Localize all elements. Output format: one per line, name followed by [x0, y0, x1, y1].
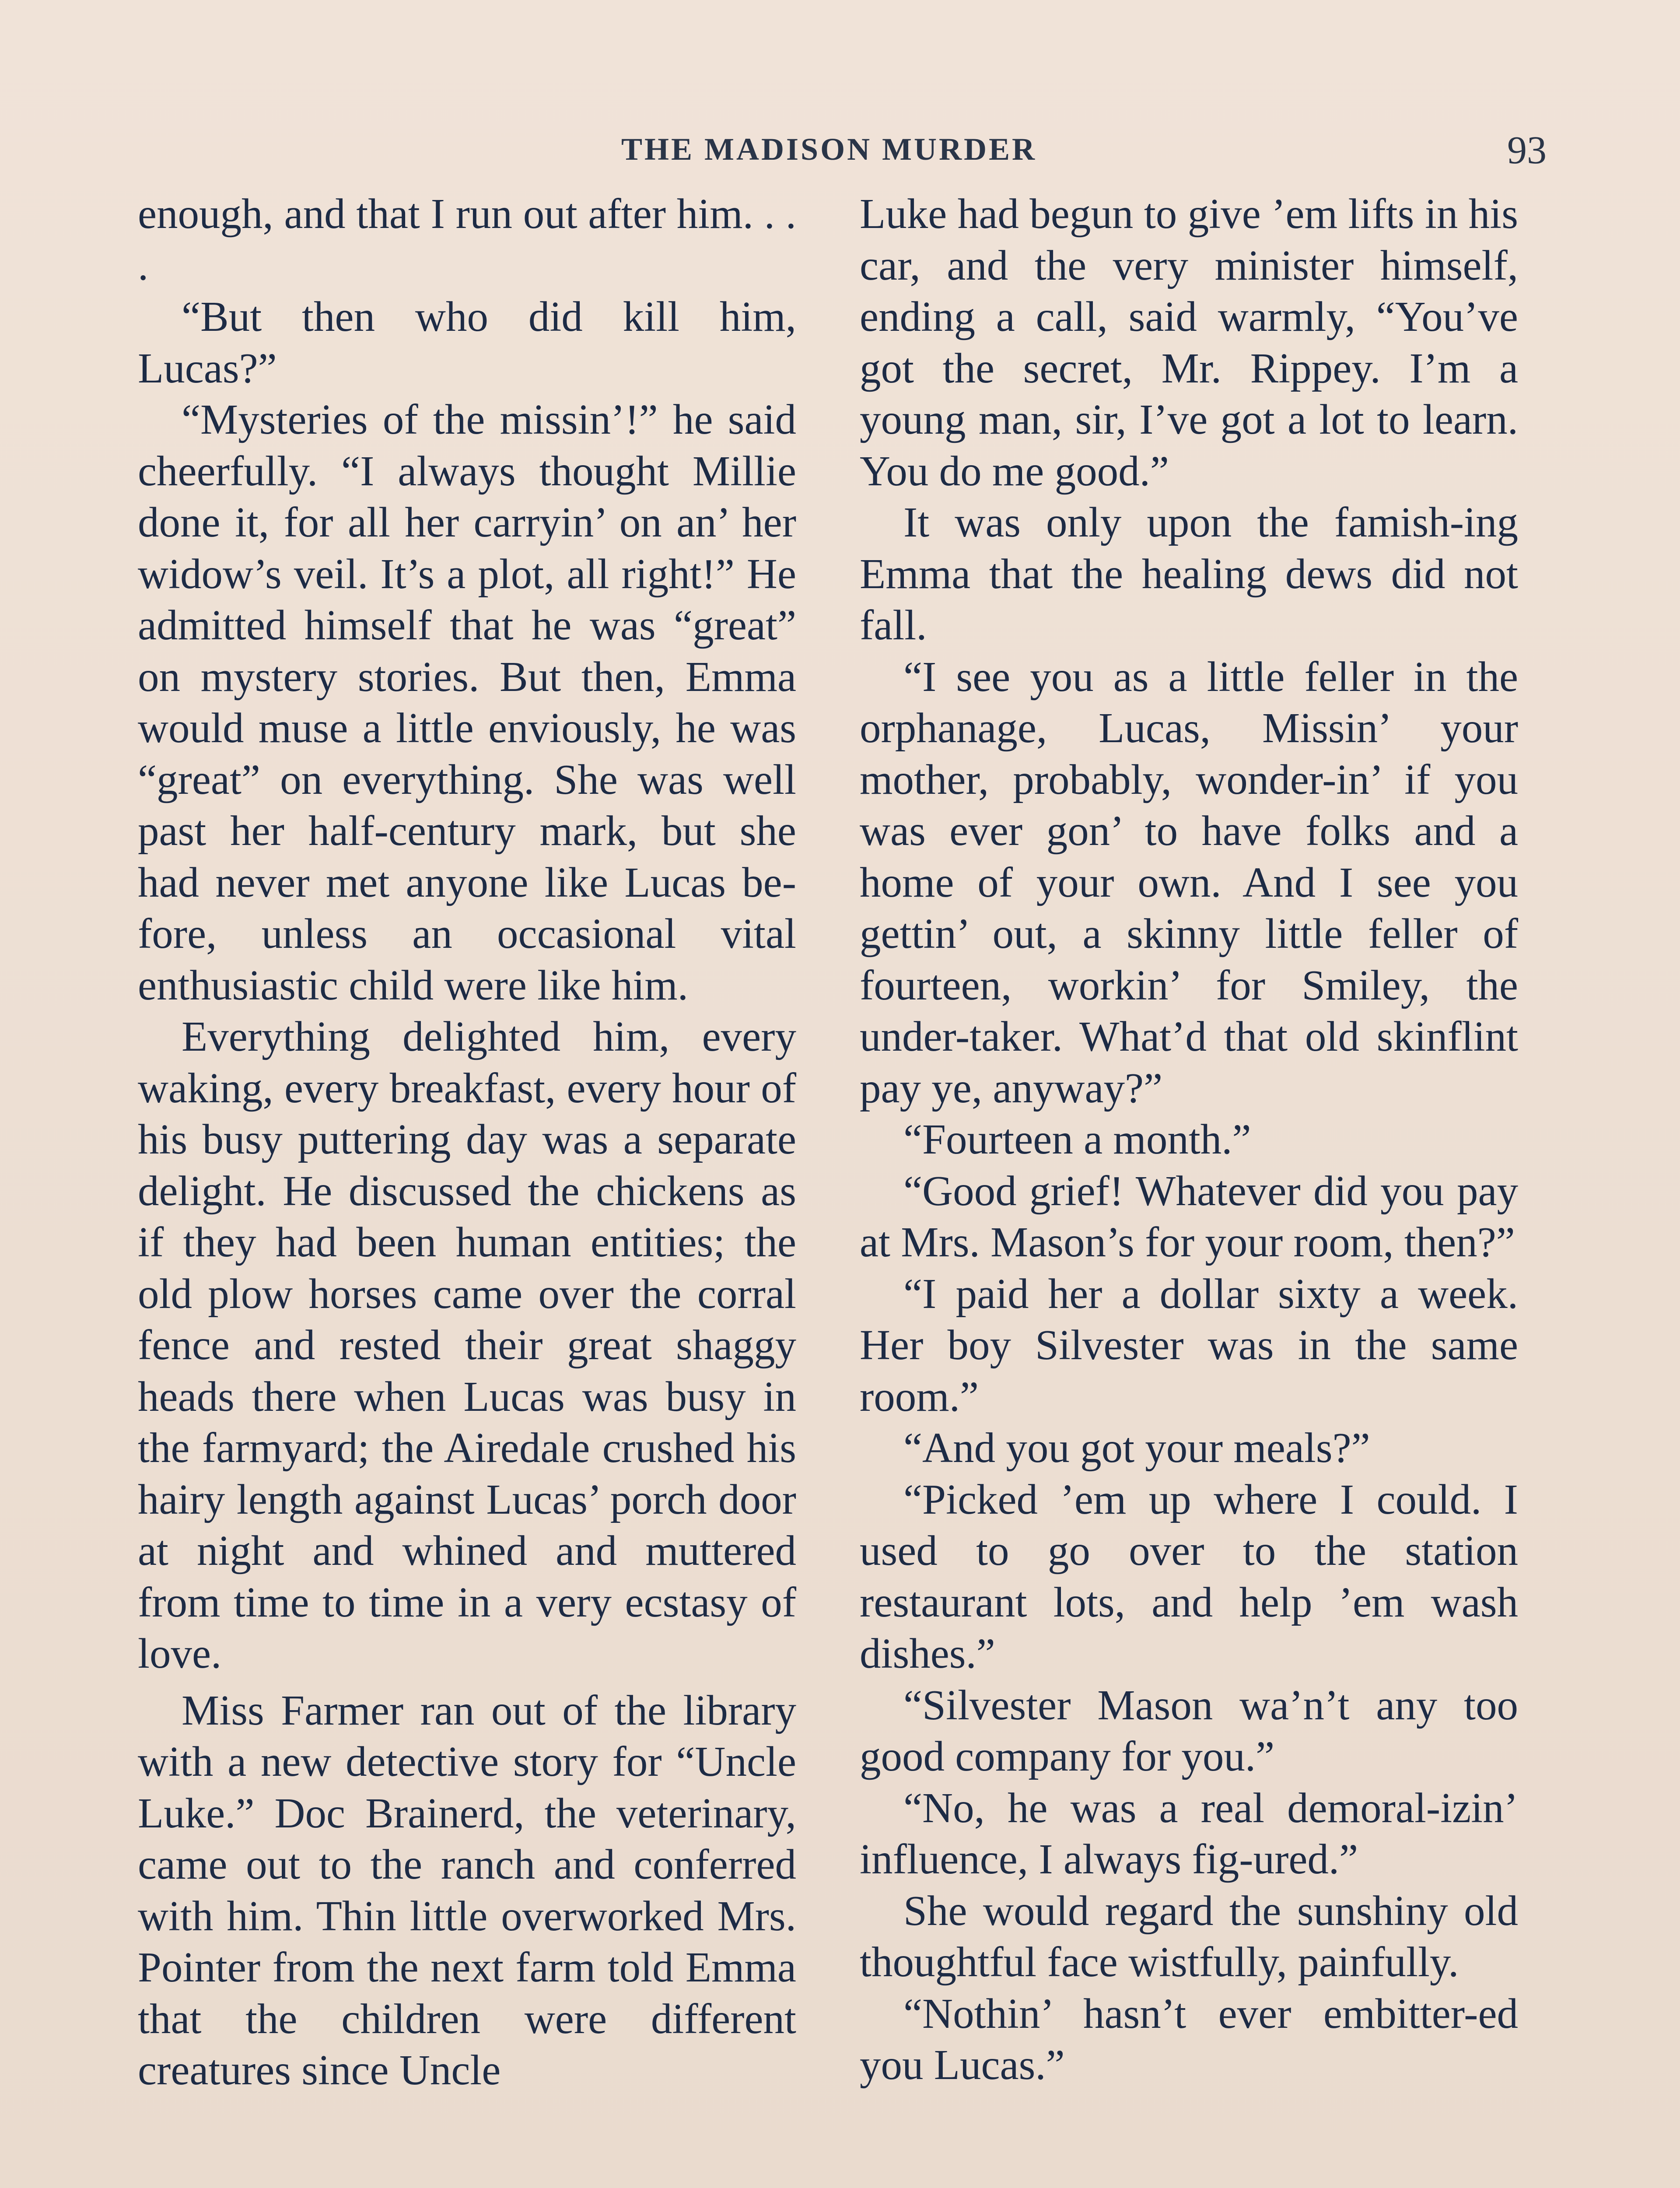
paragraph: enough, and that I run out after him. . . . [138, 190, 796, 289]
paragraph: “Fourteen a month.” [903, 1116, 1251, 1163]
paragraph: Everything delighted him, every waking, every breakfast, every hour of his busy puttering day was a separate delight. He discussed the chickens as if they had been human entities; the old plow horses came over the corral fence and rested their great shaggy heads there when Lucas was busy in the farmyard; the Airedale crushed his hairy length against Lucas’ porch door at night and whined and muttered from time to time in a very ecstasy of love. [138, 1013, 796, 1677]
paragraph: “And you got your meals?” [903, 1424, 1370, 1471]
paragraph: Luke had begun to give ’em lifts in his car, and the very minister himself, ending a call, said warmly, “You’ve got the secret, Mr. Rippey. I’m a young man, sir, I’ve got a lot to learn. You do me good.” [860, 190, 1518, 494]
paragraph: “I see you as a little feller in the orphanage, Lucas, Missin’ your mother, probably, wonder-in’ if you was ever gon’ to have folks and a home of your own. And I see you gettin’ out, a skinny little feller of fourteen, workin’ for Smiley, the under-taker. What’d that old skinflint pay ye, anyway?” [860, 653, 1518, 1112]
page-number: 93 [1507, 129, 1547, 172]
running-title: THE MADISON MURDER [621, 132, 1037, 167]
paragraph: “I paid her a dollar sixty a week. Her boy Silvester was in the same room.” [860, 1270, 1518, 1420]
paragraph: It was only upon the famish-ing Emma that the healing dews did not fall. [860, 499, 1518, 649]
paragraph: “Silvester Mason wa’n’t any too good company for you.” [860, 1681, 1518, 1780]
paragraph: “No, he was a real demoral-izin’ influence, I always fig-ured.” [860, 1784, 1518, 1883]
paragraph: “Good grief! Whatever did you pay at Mrs. Mason’s for your room, then?” [860, 1167, 1518, 1266]
left-text-column [138, 188, 796, 2188]
paragraph: Miss Farmer ran out of the library with a new detective story for “Uncle Luke.” Doc Brainerd, the veterinary, came out to the ranch and conferred with him. Thin little overworked Mrs. Pointer from the next farm told Emma that the children were different creatures since Uncle [138, 1687, 796, 2093]
paragraph: “But then who did kill him, Lucas?” [138, 293, 796, 392]
paragraph: “Mysteries of the missin’!” he said cheerfully. “I always thought Millie done it, for all her carryin’ on an’ her widow’s veil. It’s a plot, all right!” He admitted himself that he was “great” on mystery stories. But then, Emma would muse a little enviously, he was “great” on everything. She was well past her half-century mark, but she had never met anyone like Lucas be-fore, unless an occasional vital enthusiastic child were like him. [138, 396, 796, 1009]
right-text-column [860, 188, 1518, 2188]
paragraph: “Nothin’ hasn’t ever embitter-ed you Lucas.” [860, 1990, 1518, 2088]
paragraph: She would regard the sunshiny old thoughtful face wistfully, painfully. [860, 1887, 1518, 1985]
paragraph: “Picked ’em up where I could. I used to go over to the station restaurant lots, and help ’em wash dishes.” [860, 1476, 1518, 1677]
